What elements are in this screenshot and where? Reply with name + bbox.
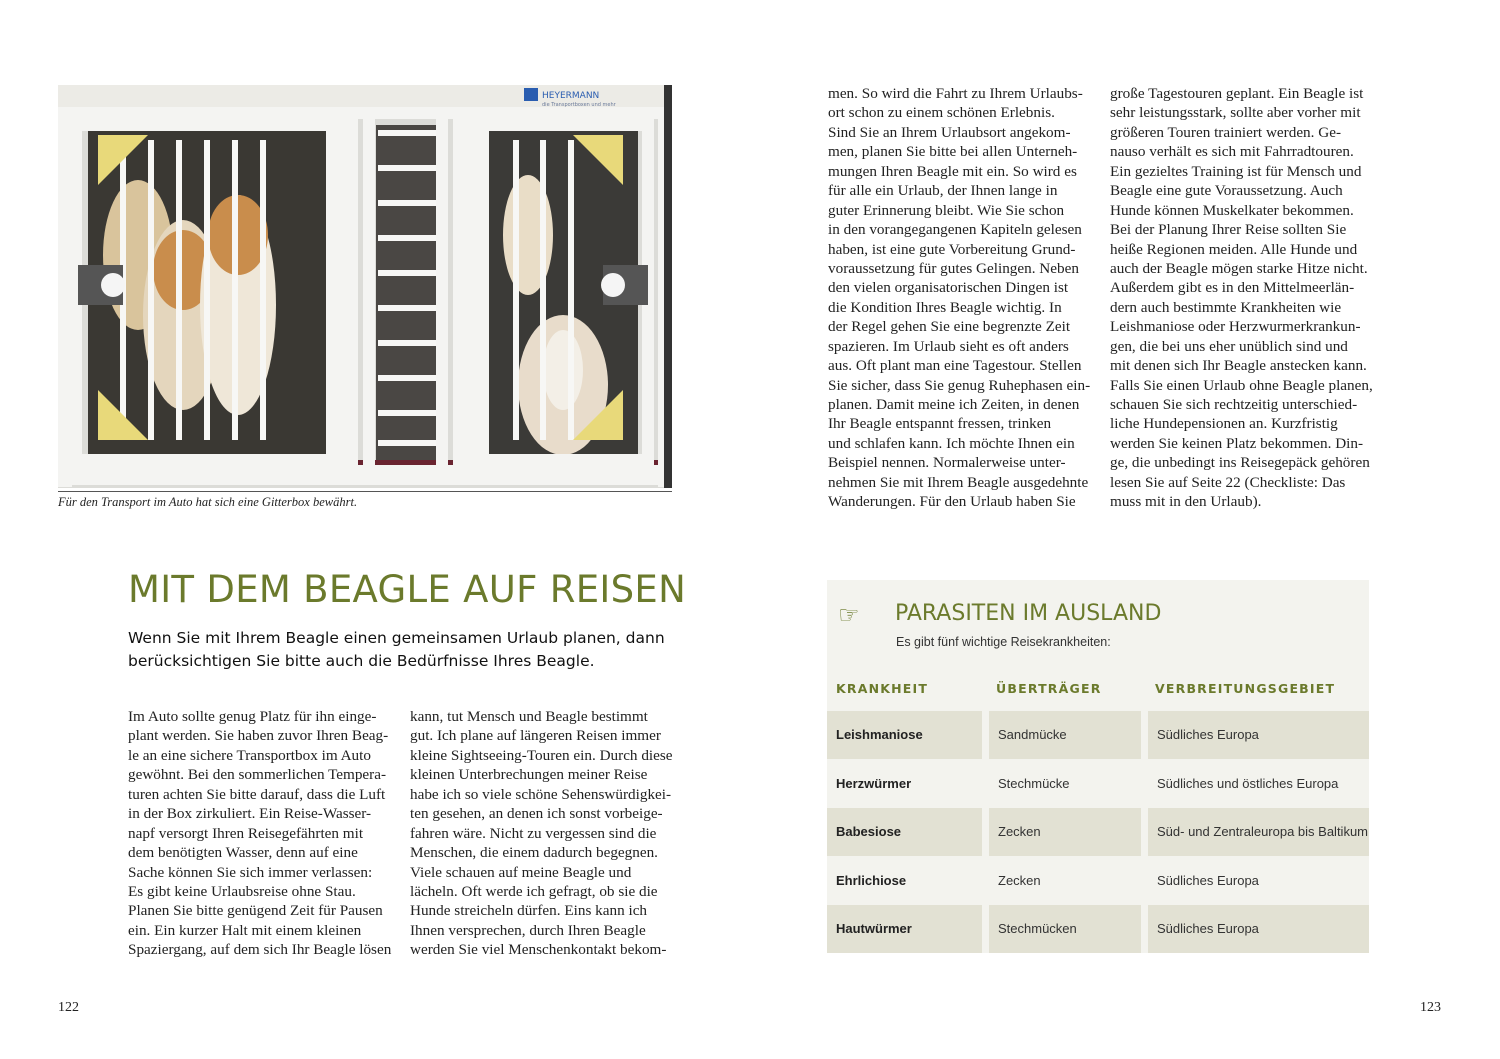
infobox-subtitle: Es gibt fünf wichtige Reisekrankheiten: bbox=[896, 635, 1111, 649]
text-line: schauen Sie sich rechtzeitig unterschied- bbox=[1110, 396, 1358, 413]
body-column-left-1 bbox=[128, 707, 391, 960]
text-line: Im Auto sollte genug Platz für ihn einge- bbox=[128, 708, 377, 725]
text-line: Wanderungen. Für den Urlaub haben Sie bbox=[828, 493, 1076, 511]
cell-vector: Zecken bbox=[989, 808, 1141, 856]
text-line: Planen Sie bitte genügend Zeit für Pausen bbox=[128, 902, 383, 920]
text-line: Beagle eine gute Voraussetzung. Auch bbox=[1110, 182, 1343, 200]
text-line: dern auch bestimmte Krankheiten wie bbox=[1110, 298, 1342, 316]
cell-region: Südliches und östliches Europa bbox=[1157, 775, 1339, 791]
text-line: guter Erinnerung bleibt. Wie Sie schon bbox=[828, 201, 1065, 219]
text-line: habe ich so viele schöne Sehenswürdigkei- bbox=[410, 785, 672, 803]
photo-caption: Für den Transport im Auto hat sich eine Gitterbox bewährt. bbox=[58, 495, 358, 509]
infobox-title: PARASITEN IM AUSLAND bbox=[895, 601, 1162, 626]
text-line: den vielen organisatorischen Dingen ist bbox=[828, 279, 1069, 297]
text-line: Falls Sie einen Urlaub ohne Beagle planen, bbox=[1110, 376, 1373, 394]
page-number-left: 122 bbox=[58, 1000, 79, 1015]
text-line: aus. Oft plant man eine Tagestour. Stellen bbox=[828, 357, 1082, 375]
body-column-right-1 bbox=[828, 84, 1090, 512]
text-line: fahren wäre. Nicht zu vergessen sind die bbox=[410, 824, 657, 842]
text-line: Viele schauen auf meine Beagle und bbox=[410, 863, 632, 881]
text-line: ten gesehen, an denen ich sonst vorbeige- bbox=[410, 805, 663, 823]
text-line: der Regel gehen Sie eine begrenzte Zeit bbox=[828, 318, 1071, 336]
text-line: in den vorangegangenen Kapiteln gelesen bbox=[828, 221, 1082, 239]
text-line: spazieren. Im Urlaub sieht es oft anders bbox=[828, 337, 1069, 355]
text-line: Ihnen versprechen, durch Ihren Beagle bbox=[410, 921, 646, 939]
chapter-heading: MIT DEM BEAGLE AUF REISEN bbox=[128, 568, 687, 611]
cell-disease: Ehrlichiose bbox=[836, 872, 907, 888]
text-line: werden Sie viel Menschenkontakt bekom- bbox=[410, 941, 667, 959]
text-line: ge, die unbedingt ins Reisegepäck gehören bbox=[1110, 454, 1370, 472]
text-line: in der Box zirkuliert. Ein Reise-Wasser- bbox=[128, 805, 372, 823]
cell-vector: Sandmücke bbox=[989, 711, 1141, 759]
text-line: kleine Sightseeing-Touren ein. Durch diese bbox=[410, 746, 673, 764]
text-line: Außerdem gibt es in den Mittelmeerlän- bbox=[1110, 279, 1355, 297]
text-line: Sache können Sie sich immer verlassen: bbox=[128, 863, 373, 881]
text-line: die Kondition Ihres Beagle wichtig. In bbox=[828, 298, 1062, 316]
text-line: kleinen Unterbrechungen meiner Reise bbox=[410, 766, 648, 784]
text-line: sehr leistungsstark, sollte aber vorher mit bbox=[1110, 104, 1361, 122]
page-number-right: 123 bbox=[1420, 1000, 1441, 1015]
cell-vector: Stechmücke bbox=[998, 775, 1070, 791]
text-line: und schlafen kann. Ich möchte Ihnen ein bbox=[828, 434, 1075, 452]
cell-disease: Hautwürmer bbox=[827, 905, 982, 953]
text-line: für alle ein Urlaub, der Ihnen lange in bbox=[828, 182, 1058, 200]
text-line: Menschen, die einem dadurch begegnen. bbox=[410, 844, 658, 862]
text-line: men. So wird die Fahrt zu Ihrem Urlaubs- bbox=[828, 85, 1083, 102]
table-header-vector: ÜBERTRÄGER bbox=[996, 681, 1102, 696]
text-line: ort schon zu einem schönen Erlebnis. bbox=[828, 104, 1055, 122]
body-column-left-2 bbox=[410, 707, 673, 960]
text-line: Leishmaniose oder Herzwurmerkrankun- bbox=[1110, 318, 1361, 336]
text-line: men, planen Sie bitte bei allen Unterneh- bbox=[828, 143, 1078, 161]
text-line: voraussetzung für gutes Gelingen. Neben bbox=[828, 259, 1079, 277]
text-line: le an eine sichere Transportbox im Auto bbox=[128, 746, 371, 764]
text-line: napf versorgt Ihren Reisegefährten mit bbox=[128, 824, 364, 842]
brand-logo-text: HEYERMANN bbox=[542, 91, 600, 101]
text-line: lächeln. Oft werde ich gefragt, ob sie die bbox=[410, 882, 658, 900]
text-line: Hunde können Muskelkater bekommen. bbox=[1110, 201, 1354, 219]
cell-region: Südliches Europa bbox=[1148, 905, 1369, 953]
brand-logo-subtext: die Transportboxen und mehr bbox=[542, 102, 616, 108]
text-line: größeren Touren trainiert werden. Ge- bbox=[1110, 123, 1342, 141]
text-line: gen, die bei uns eher unüblich sind und bbox=[1110, 337, 1348, 355]
text-line: turen achten Sie bitte darauf, dass die Luft bbox=[128, 785, 386, 803]
caption-rule bbox=[58, 491, 672, 492]
body-column-right-2 bbox=[1110, 84, 1373, 512]
text-line: Ein gezieltes Training ist für Mensch und bbox=[1110, 162, 1362, 180]
text-line: muss mit in den Urlaub). bbox=[1110, 493, 1262, 511]
text-line: werden Sie keinen Platz bekommen. Din- bbox=[1110, 434, 1364, 452]
table-row bbox=[827, 808, 1369, 856]
text-line: dem benötigten Wasser, denn auf eine bbox=[128, 844, 358, 862]
table-header-disease: KRANKHEIT bbox=[836, 681, 929, 696]
text-line: gewöhnt. Bei den sommerlichen Tempera- bbox=[128, 766, 387, 784]
intro-paragraph: Wenn Sie mit Ihrem Beagle einen gemeinsamen Urlaub planen, dann berücksichtigen Sie bitte auch die Bedürfnisse Ihres Beagle. bbox=[128, 629, 665, 670]
text-line: nehmen Sie mit Ihrem Beagle ausgedehnte bbox=[828, 473, 1089, 491]
cell-vector: Stechmücken bbox=[989, 905, 1141, 953]
text-line: Bei der Planung Ihrer Reise sollten Sie bbox=[1110, 221, 1347, 239]
cell-region: Süd- und Zentraleuropa bis Baltikum bbox=[1148, 808, 1369, 856]
text-line: Sie sicher, dass Sie genug Ruhephasen ein- bbox=[828, 376, 1091, 394]
text-line: nauso verhält es sich mit Fahrradtouren. bbox=[1110, 143, 1354, 161]
table-row bbox=[827, 905, 1369, 953]
cell-vector: Zecken bbox=[998, 872, 1041, 888]
text-line: Hunde streicheln dürfen. Eins kann ich bbox=[410, 902, 648, 920]
cell-region: Südliches Europa bbox=[1157, 872, 1259, 888]
text-line: gut. Ich plane auf längeren Reisen immer bbox=[410, 727, 661, 745]
cell-disease: Leishmaniose bbox=[827, 711, 982, 759]
text-line: auch der Beagle mögen starke Hitze nicht. bbox=[1110, 259, 1368, 277]
text-line: haben, ist eine gute Vorbereitung Grund- bbox=[828, 240, 1076, 258]
text-line: liche Hundepensionen an. Kurzfristig bbox=[1110, 415, 1338, 433]
table-row bbox=[827, 760, 1369, 808]
text-line: kann, tut Mensch und Beagle bestimmt bbox=[410, 708, 648, 725]
text-line: plant werden. Sie haben zuvor Ihren Beag- bbox=[128, 727, 389, 745]
text-line: Ihr Beagle entspannt fressen, trinken bbox=[828, 415, 1052, 433]
cell-disease: Babesiose bbox=[827, 808, 982, 856]
text-line: große Tagestouren geplant. Ein Beagle ist bbox=[1110, 85, 1364, 102]
text-line: Beispiel nennen. Normalerweise unter- bbox=[828, 454, 1066, 472]
cell-disease: Herzwürmer bbox=[836, 775, 912, 791]
table-row bbox=[827, 857, 1369, 905]
cell-region: Südliches Europa bbox=[1148, 711, 1369, 759]
text-line: heiße Regionen meiden. Alle Hunde und bbox=[1110, 240, 1358, 258]
text-line: ein. Ein kurzer Halt mit einem kleinen bbox=[128, 921, 362, 939]
pointing-hand-icon: ☞ bbox=[838, 601, 860, 629]
text-line: lesen Sie auf Seite 22 (Checkliste: Das bbox=[1110, 473, 1346, 491]
text-line: Es gibt keine Urlaubsreise ohne Stau. bbox=[128, 882, 356, 900]
brand-logo-icon bbox=[524, 88, 538, 101]
text-line: mungen Ihren Beagle mit ein. So wird es bbox=[828, 162, 1077, 180]
text-line: Sind Sie an Ihrem Urlaubsort angekom- bbox=[828, 123, 1071, 141]
text-line: Spaziergang, auf dem sich Ihr Beagle lösen bbox=[128, 941, 392, 959]
text-line: planen. Damit meine ich Zeiten, in denen bbox=[828, 396, 1080, 413]
beagles-in-transport-box-photo bbox=[58, 85, 672, 488]
text-line: mit denen sich Ihr Beagle anstecken kann. bbox=[1110, 357, 1367, 375]
table-row bbox=[827, 711, 1369, 759]
table-header-region: VERBREITUNGSGEBIET bbox=[1155, 681, 1336, 696]
